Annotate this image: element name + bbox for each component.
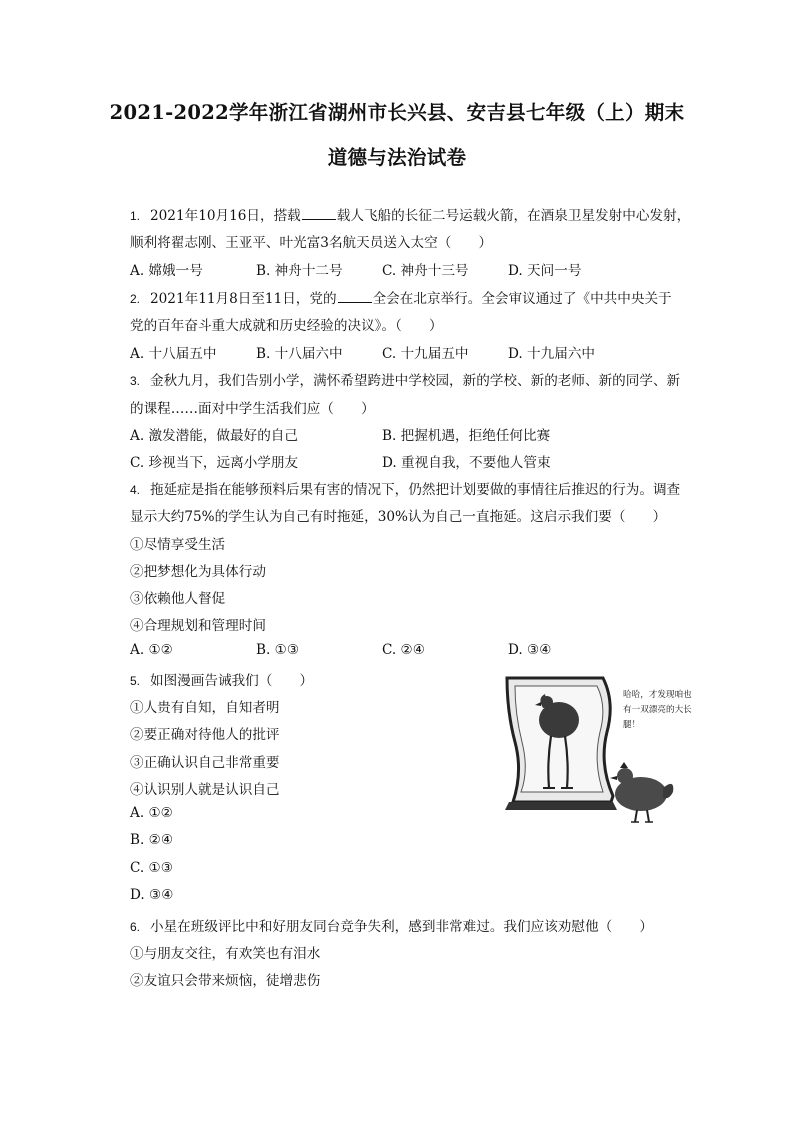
q1-option-d: D. 天问一号 [508,263,582,279]
fill-blank [338,290,372,303]
question-3-line1 [130,369,680,389]
question-number: 2. [130,292,141,306]
q1-option-b: B. 神舟十二号 [256,263,343,279]
q5-option-d: D. ③④ [130,887,174,903]
q3-option-c: C. 珍视当下，远离小学朋友 [130,455,299,471]
paper-title-line1: 2021-2022学年浙江省湖州市长兴县、安吉县七年级（上）期末 [109,101,685,124]
q4-item-2: ②把梦想化为具体行动 [130,564,266,580]
q6-item-2: ②友谊只会带来烦恼，徒增悲伤 [130,973,321,989]
q4-item-4: ④合理规划和管理时间 [130,618,266,634]
q1-option-c: C. 神舟十三号 [382,263,469,279]
q5-option-c: C. ①③ [130,860,173,876]
question-number: 4. [130,483,141,497]
q5-option-b: B. ②④ [130,832,174,848]
q5-option-a: A. ①② [130,805,173,821]
question-text: 全会在北京举行。全会审议通过了《中共中央关于 [372,291,672,307]
q2-option-c: C. 十九届五中 [382,346,469,362]
question-text: 载人飞船的长征二号运载火箭，在酒泉卫星发射中心发射， [336,208,691,224]
q4-option-a: A. ①② [130,642,173,658]
q5-item-3: ③正确认识自己非常重要 [130,755,280,771]
question-text: 金秋九月，我们告别小学，满怀希望跨进中学校园，新的学校、新的老师、新的同学、新 [150,373,681,389]
q4-item-3: ③依赖他人督促 [130,591,226,607]
question-3-line2: 的课程……面对中学生活我们应（ ） [130,401,375,417]
question-2-line1 [130,287,672,307]
question-text: 2021年10月16日，搭载 [150,208,301,224]
q5-item-4: ④认识别人就是认识自己 [130,782,280,798]
q5-item-2: ②要正确对待他人的批评 [130,727,280,743]
question-number: 5. [130,674,141,688]
question-text: 2021年11月8日至11日，党的 [150,291,337,307]
q5-item-1: ①人贵有自知，自知者明 [130,700,280,716]
mirror-base [505,802,617,810]
fill-blank [302,207,336,220]
q4-option-b: B. ①③ [256,642,300,658]
chicken-icon [610,762,673,822]
q4-item-1: ①尽情享受生活 [130,537,226,553]
question-number: 3. [130,374,141,388]
question-2-line2: 党的百年奋斗重大成就和历史经验的决议》。（ ） [130,318,443,334]
q3-option-b: B. 把握机遇，拒绝任何比赛 [382,428,551,444]
question-text: 拖延症是指在能够预料后果有害的情况下，仍然把计划要做的事情往后推迟的行为。调查 [150,482,681,498]
question-text: 如图漫画告诫我们（ ） [150,673,314,689]
q1-option-a: A. 嫦娥一号 [130,263,203,279]
question-4-line1 [130,478,680,498]
mirror-glass [515,686,603,792]
q4-option-c: C. ②④ [382,642,425,658]
q3-option-d: D. 重视自我，不要他人管束 [382,455,551,471]
question-1-line2: 顺利将翟志刚、王亚平、叶光富3名航天员送入太空（ ） [130,235,493,251]
question-1-line1 [130,204,690,224]
question-number: 6. [130,920,141,934]
question-number: 1. [130,209,141,223]
q2-option-d: D. 十九届六中 [508,346,596,362]
question-4-line2: 显示大约75%的学生认为自己有时拖延，30%认为自己一直拖延。这启示我们要（ ） [130,509,667,525]
question-5-line1 [130,669,313,689]
q4-option-d: D. ③④ [508,642,552,658]
paper-title-line2: 道德与法治试卷 [327,146,467,169]
q2-option-b: B. 十八届六中 [256,346,343,362]
q6-item-1: ①与朋友交往，有欢笑也有泪水 [130,946,321,962]
question-text: 小星在班级评比中和好朋友同台竞争失利，感到非常难过。我们应该劝慰他（ ） [150,919,653,935]
comic-caption: 哈哈，才发现咱也有一双漂亮的大长腿！ [623,690,692,730]
q3-option-a: A. 激发潜能，做最好的自己 [130,428,298,444]
q2-option-a: A. 十八届五中 [130,346,217,362]
question-6-line1 [130,915,653,935]
